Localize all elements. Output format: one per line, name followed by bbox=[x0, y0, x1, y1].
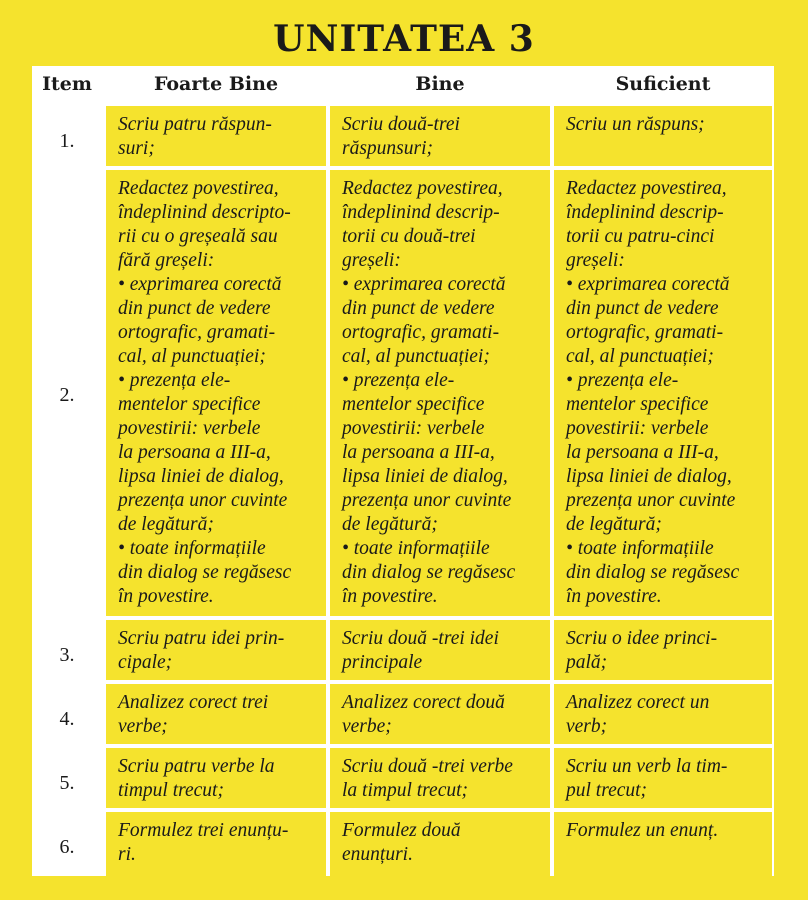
row-2-foarte-bine: Redactez povestirea, îndeplinind descripto- rii cu o greșeală sau fără greșeli: • exprimarea corectă din punct de vedere ortografic, gramati- cal, al punctuației; • prezența ele- mentelor specifice povestirii: verbele la persoana a III-a, lipsa liniei de dialog, prezența unor cuvinte de legătură; • toate informațiile din dialog se regăsesc în povestire. bbox=[106, 170, 326, 616]
row-5-item: 5. bbox=[59, 772, 75, 794]
header-item: Item bbox=[42, 73, 92, 95]
row-6-suficient: Formulez un enunț. bbox=[554, 812, 772, 876]
row-5-foarte-bine: Scriu patru verbe la timpul trecut; bbox=[106, 748, 326, 808]
row-1-foarte-bine: Scriu patru răspun- suri; bbox=[106, 106, 326, 166]
row-1-suficient: Scriu un răspuns; bbox=[554, 106, 772, 166]
row-3-suficient: Scriu o idee princi- pală; bbox=[554, 620, 772, 680]
row-1-bine: Scriu două-trei răspunsuri; bbox=[330, 106, 550, 166]
row-5-suficient: Scriu un verb la tim- pul trecut; bbox=[554, 748, 772, 808]
row-6-foarte-bine: Formulez trei enunțu- ri. bbox=[106, 812, 326, 876]
row-3-item: 3. bbox=[59, 644, 75, 666]
row-3-foarte-bine: Scriu patru idei prin- cipale; bbox=[106, 620, 326, 680]
row-6-item: 6. bbox=[59, 836, 75, 858]
page-title: UNITATEA 3 bbox=[273, 18, 535, 60]
row-6-bine: Formulez două enunțuri. bbox=[330, 812, 550, 876]
header-suficient: Suficient bbox=[615, 73, 711, 95]
row-2-item: 2. bbox=[59, 384, 75, 406]
row-4-suficient: Analizez corect un verb; bbox=[554, 684, 772, 744]
row-1-item: 1. bbox=[59, 130, 75, 152]
row-5-bine: Scriu două -trei verbe la timpul trecut; bbox=[330, 748, 550, 808]
rubric-table bbox=[32, 66, 774, 876]
row-4-item: 4. bbox=[59, 708, 75, 730]
header-bine: Bine bbox=[415, 73, 465, 95]
row-2-suficient: Redactez povestirea, îndeplinind descrip- torii cu patru-cinci greșeli: • exprimarea corectă din punct de vedere ortografic, gramati- cal, al punctuației; • prezența ele- mentelor specifice povestirii: verbele la persoana a III-a, lipsa liniei de dialog, prezența unor cuvinte de legătură; • toate informațiile din dialog se regăsesc în povestire. bbox=[554, 170, 772, 616]
row-3-bine: Scriu două -trei idei principale bbox=[330, 620, 550, 680]
row-4-foarte-bine: Analizez corect trei verbe; bbox=[106, 684, 326, 744]
header-foarte-bine: Foarte Bine bbox=[153, 73, 279, 95]
row-4-bine: Analizez corect două verbe; bbox=[330, 684, 550, 744]
row-2-bine: Redactez povestirea, îndeplinind descrip- torii cu două-trei greșeli: • exprimarea corectă din punct de vedere ortografic, gramati- cal, al punctuației; • prezența ele- mentelor specifice povestirii: verbele la persoana a III-a, lipsa liniei de dialog, prezența unor cuvinte de legătură; • toate informațiile din dialog se regăsesc în povestire. bbox=[330, 170, 550, 616]
